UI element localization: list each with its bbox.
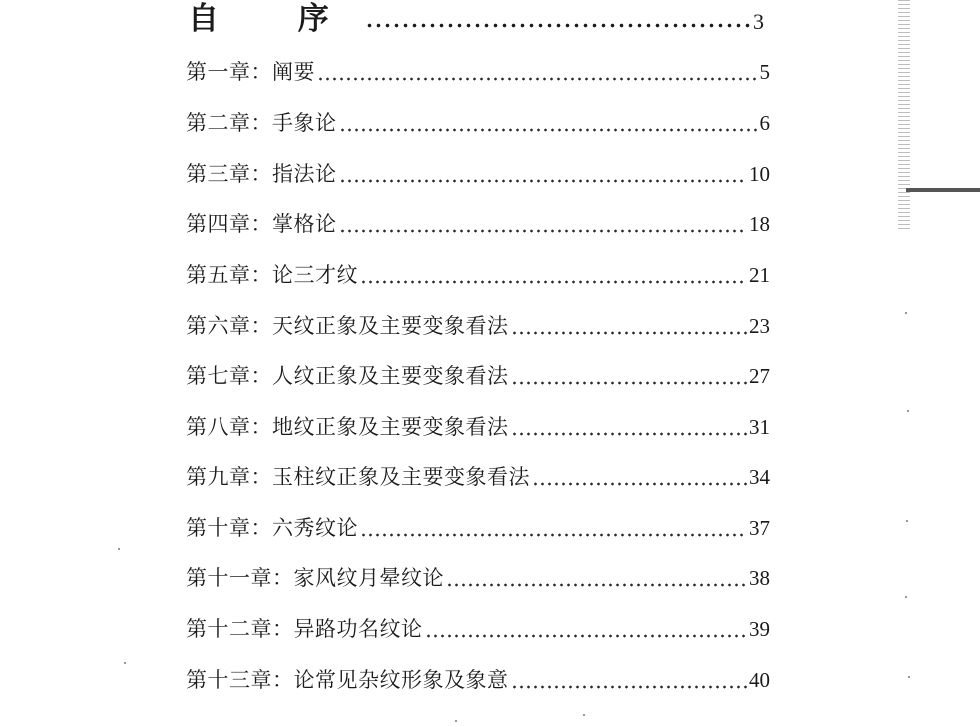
dot-leader <box>511 327 748 335</box>
toc-entry-page: 18 <box>749 212 770 236</box>
toc-entry-title: 第十三章：论常见杂纹形象及象意 <box>186 668 509 692</box>
toc-entry-page: 39 <box>749 617 770 641</box>
toc-entry[interactable] <box>186 366 770 387</box>
toc-entry[interactable] <box>186 113 770 134</box>
toc-entry-page: 10 <box>749 162 770 186</box>
toc-entry-title: 第七章：人纹正象及主要变象看法 <box>186 364 509 388</box>
toc-entry-title: 第二章：手象论 <box>186 111 337 135</box>
scan-edge-line <box>906 188 980 192</box>
dot-leader <box>365 19 751 28</box>
toc-entry-title: 第八章：地纹正象及主要变象看法 <box>186 415 509 439</box>
dot-leader <box>511 681 748 689</box>
scan-speck <box>118 548 120 550</box>
dot-leader <box>446 579 747 587</box>
toc-entry[interactable] <box>186 670 770 691</box>
toc-entry-title: 第一章：阐要 <box>186 60 315 84</box>
toc-entry[interactable] <box>186 214 770 235</box>
toc-entry[interactable] <box>186 62 770 83</box>
toc-entry-page: 27 <box>749 364 770 388</box>
toc-entry[interactable] <box>186 164 770 185</box>
dot-leader <box>511 428 748 436</box>
toc-entry-title: 第三章：指法论 <box>186 162 337 186</box>
toc-entry[interactable] <box>186 265 770 286</box>
toc-heading-page: 3 <box>753 9 764 34</box>
toc-entry-title: 第四章：掌格论 <box>186 212 337 236</box>
scan-speck <box>905 312 907 314</box>
dot-leader <box>339 225 748 233</box>
toc-entry-page: 37 <box>749 516 770 540</box>
dot-leader <box>425 630 748 638</box>
toc-entry-page: 21 <box>749 263 770 287</box>
toc-entry-title: 第十章：六秀纹论 <box>186 516 358 540</box>
scan-speck <box>905 596 907 598</box>
dot-leader <box>339 124 758 132</box>
scan-speck <box>455 720 457 722</box>
toc-entry-page: 40 <box>749 668 770 692</box>
toc-entry-page: 6 <box>759 111 770 135</box>
toc-entry[interactable] <box>186 417 770 438</box>
scan-speck <box>907 410 909 412</box>
toc-entry[interactable] <box>186 619 770 640</box>
toc-entry-title: 第十一章：家风纹月晕纹论 <box>186 566 444 590</box>
toc-entry-title: 第九章：玉柱纹正象及主要变象看法 <box>186 465 530 489</box>
dot-leader <box>511 377 748 385</box>
toc-entry-page: 5 <box>759 60 770 84</box>
toc-entry-page: 23 <box>749 314 770 338</box>
dot-leader <box>339 175 748 183</box>
toc-entry-page: 34 <box>749 465 770 489</box>
toc-entry-page: 38 <box>749 566 770 590</box>
scan-speck <box>906 520 908 522</box>
dot-leader <box>317 73 758 81</box>
dot-leader <box>360 276 747 284</box>
toc-entry[interactable] <box>186 467 770 488</box>
toc-entry-title: 第六章：天纹正象及主要变象看法 <box>186 314 509 338</box>
toc-entry-title: 第五章：论三才纹 <box>186 263 358 287</box>
toc-heading-row[interactable] <box>188 1 764 37</box>
toc-entry[interactable] <box>186 316 770 337</box>
toc-entry-title: 第十二章：异路功名纹论 <box>186 617 423 641</box>
scan-edge-artifact <box>898 0 910 230</box>
dot-leader <box>532 478 747 486</box>
toc-entry-page: 31 <box>749 415 770 439</box>
dot-leader <box>360 529 747 537</box>
toc-heading-title: 自 序 <box>188 1 363 37</box>
scan-speck <box>124 662 126 664</box>
toc-entry[interactable] <box>186 518 770 539</box>
toc-entry[interactable] <box>186 568 770 589</box>
scan-speck <box>908 676 910 678</box>
scan-speck <box>583 714 585 716</box>
